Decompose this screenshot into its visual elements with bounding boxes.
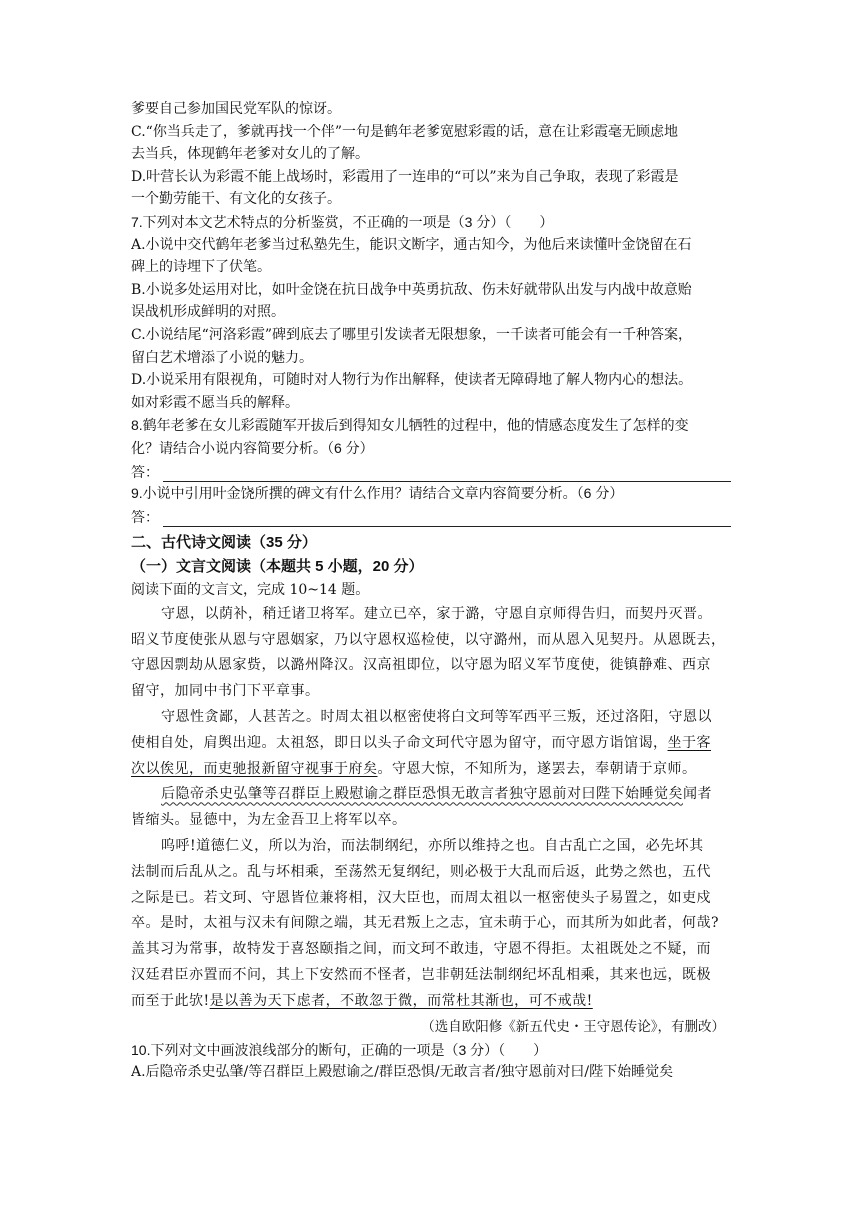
- passage-line: [131, 989, 731, 1015]
- passage-line: 法制而后乱从之。乱与坏相乘，至荡然无复纲纪，则必极于大乱而后返，此势之然也，五代: [131, 863, 711, 880]
- passage-line: 皆缩头。显德中，为左金吾卫上将军以卒。: [131, 812, 407, 829]
- passage-line: 守恩，以荫补，稍迁诸卫将军。建立已卒，家于潞，守恩自京师得告归，而契丹灭晋。: [161, 605, 712, 622]
- passage-text: 使相自处，肩舆出迎。太祖怒，即日以头子命文珂代守恩为留守，而守恩方诣馆谒，: [131, 734, 668, 751]
- question-8-line1: 8.鹤年老爹在女儿彩霞随军开拔后到得知女儿牺牲的过程中，他的情感态度发生了怎样的变: [131, 417, 689, 434]
- q7-option-d-line2: 如对彩霞不愿当兵的解释。: [131, 394, 299, 411]
- passage-text: 。守恩大惊，不知所为，遂罢去，奉朝请于京师。: [377, 760, 697, 777]
- passage-line: 守恩因剽劫从恩家赀，以潞州降汉。汉高祖即位，以守恩为昭义军节度使，徙镇静难、西京: [131, 657, 711, 674]
- q6-option-b-tail: 爹要自己参加国民党军队的惊讶。: [131, 101, 341, 117]
- wavy-underlined-text: 后隐帝杀史弘肇等召群臣上殿慰谕之群臣恐惧无敢言者独守恩前对曰陛下始睡觉矣: [161, 786, 683, 803]
- question-10: 10.下列对文中画波浪线部分的断句，正确的一项是（3 分）（ ）: [131, 1041, 548, 1058]
- question-8-line2: 化？请结合小说内容简要分析。（6 分）: [131, 439, 374, 456]
- answer-label: 答：: [131, 510, 159, 527]
- q6-option-d-line1: D.叶营长认为彩霞不能上战场时，彩霞用了一连串的“可以”来为自己争取，表现了彩霞是: [131, 168, 679, 185]
- exam-page: [131, 98, 731, 1084]
- passage-line: 卒。是时，太祖与汉未有间隙之端，其无君叛上之志，宜未萌于心，而其所为如此者，何哉?: [131, 915, 720, 932]
- subsection-heading: （一）文言文阅读（本题共 5 小题，20 分）: [131, 558, 424, 576]
- passage-line: [131, 731, 731, 757]
- q7-option-b-line1: B.小说多处运用对比，如叶金饶在抗日战争中英勇抗敌、伤未好就带队出发与内战中故意贻: [131, 281, 692, 298]
- question-7: 7.下列对本文艺术特点的分析鉴赏，不正确的一项是（3 分）（ ）: [131, 213, 554, 230]
- answer-rule: [163, 466, 731, 482]
- passage-line: 之际是已。若文珂、守恩皆位兼将相，汉大臣也，而周太祖以一枢密使头子易置之，如吏戍: [131, 889, 711, 906]
- section-heading: 二、古代诗文阅读（35 分）: [131, 534, 317, 552]
- answer-label: 答：: [131, 465, 159, 482]
- passage-line: 昭义节度使张从恩与守恩姻家，乃以守恩权巡检使，以守潞州，而从恩入见契丹。从恩既去，: [131, 631, 726, 648]
- q6-option-d-line2: 一个勤劳能干、有文化的女孩子。: [131, 191, 341, 208]
- passage-line: 留守，加同中书门下平章事。: [131, 683, 320, 700]
- passage-line: 守恩性贪鄙，人甚苦之。时周太祖以枢密使将白文珂等军西平三叛，还过洛阳，守恩以: [161, 709, 712, 726]
- q7-option-b-line2: 误战机形成鲜明的对照。: [131, 304, 285, 321]
- q10-option-a: A.后隐帝杀史弘肇/等召群臣上殿慰谕之/群臣恐惧/无敢言者/独守恩前对曰/陛下始睡觉矣: [131, 1064, 674, 1081]
- answer-line-q8[interactable]: [131, 460, 731, 483]
- passage-text: 闻者: [683, 786, 712, 803]
- q7-option-a-line2: 碑上的诗埋下了伏笔。: [131, 259, 271, 276]
- q7-option-d-line1: D.小说采用有限视角，可随时对人物行为作出解释，使读者无障碍地了解人物内心的想法。: [131, 372, 693, 389]
- passage-line: [131, 757, 731, 783]
- q6-option-c-line2: 去当兵，体现鹤年老爹对女儿的了解。: [131, 146, 369, 163]
- q7-option-c-line1: C.小说结尾“河洛彩霞”碑到底去了哪里引发读者无限想象，一千读者可能会有一千种答案，: [131, 326, 692, 343]
- q7-option-c-line2: 留白艺术增添了小说的魅力。: [131, 349, 313, 366]
- passage-line: 呜呼!道德仁义，所以为治，而法制纲纪，亦所以维持之也。自古乱亡之国，必先坏其: [161, 838, 704, 855]
- question-9: 9.小说中引用叶金饶所撰的碑文有什么作用？请结合文章内容简要分析。（6 分）: [131, 485, 624, 502]
- underlined-sentence: 坐于客: [667, 734, 711, 751]
- passage-line: 汉廷君臣亦置而不问，其上下安然而不怪者，岂非朝廷法制纲纪坏乱相乘，其来也远，既极: [131, 967, 711, 984]
- passage-text: 而至于此欤!: [131, 992, 210, 1009]
- q7-option-a-line1: A.小说中交代鹤年老爹当过私塾先生，能识文断字，通古知今，为他后来读懂叶金饶留在石: [131, 236, 692, 253]
- q6-option-c-line1: C.“你当兵走了，爹就再找一个伴”一句是鹤年老爹宽慰彩霞的话，意在让彩霞毫无顾虑地: [131, 123, 678, 140]
- source-citation: （选自欧阳修《新五代史・王守恩传论》，有删改）: [421, 1018, 725, 1035]
- reading-instruction: 阅读下面的文言文，完成 10~14 题。: [131, 582, 370, 599]
- underlined-sentence: 是以善为天下虑者，不敢忽于微，而常杜其渐也，可不戒哉!: [209, 992, 593, 1009]
- underlined-sentence: 次以俟见，而吏驰报新留守视事于府矣: [131, 760, 378, 777]
- answer-line-q9[interactable]: [131, 505, 731, 528]
- passage-line: [131, 782, 731, 808]
- answer-rule: [163, 511, 731, 527]
- passage-line: 盖其习为常事，故特发于喜怒颐指之间，而文珂不敢违，守恩不得拒。太祖既处之不疑，而: [131, 941, 711, 958]
